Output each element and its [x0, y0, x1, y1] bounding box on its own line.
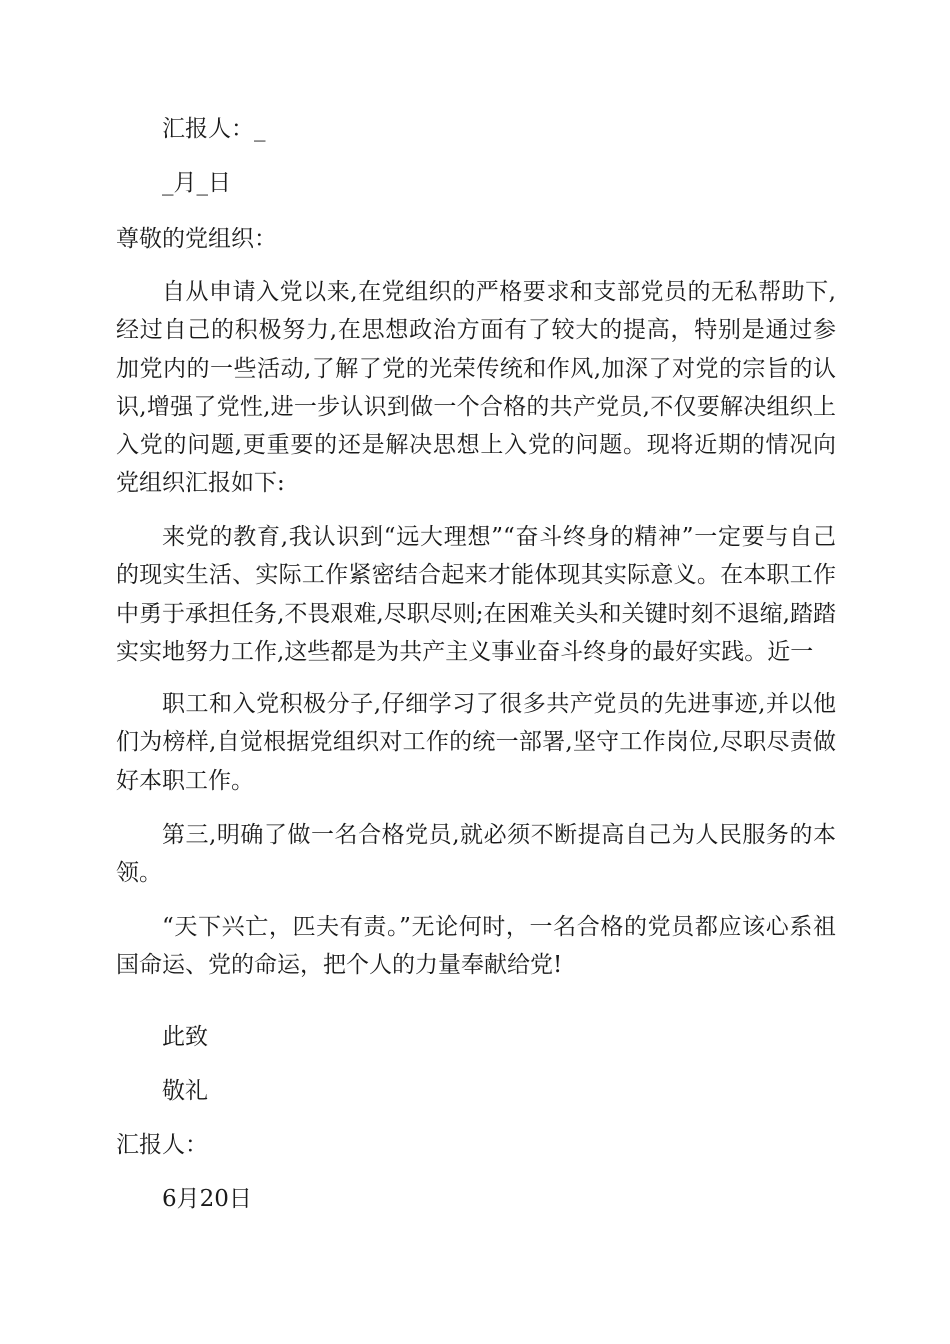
closing-regards-1: 此致: [162, 1024, 208, 1050]
header-reporter: 汇报人：_: [162, 116, 266, 142]
closing-date: 6月20日: [162, 1186, 252, 1212]
closing-regards-2: 敬礼: [162, 1078, 208, 1104]
header-date: _月_日: [162, 170, 231, 196]
closing-reporter: 汇报人：: [116, 1132, 208, 1158]
paragraph-1: 自从申请入党以来,在党组织的严格要求和支部党员的无私帮助下,经过自己的积极努力,在思想政治方面有了较大的提高，特别是通过参加党内的一些活动,了解了党的光荣传统和作风,加深了对党的宗旨的认识,增强了党性,进一步认识到做一个合格的共产党员,不仅要解决组织上入党的问题,更重要的还是解决思想上入党的问题。现将近期的情况向党组织汇报如下:: [116, 279, 836, 497]
paragraph-3: 职工和入党积极分子,仔细学习了很多共产党员的先进事迹,并以他们为榜样,自觉根据党组织对工作的统一部署,坚守工作岗位,尽职尽责做好本职工作。: [116, 691, 836, 794]
paragraph-4: 第三,明确了做一名合格党员,就必须不断提高自己为人民服务的本领。: [116, 822, 836, 887]
salutation: 尊敬的党组织：: [116, 226, 277, 252]
paragraph-5: “天下兴亡，匹夫有责。”无论何时，一名合格的党员都应该心系祖国命运、党的命运，把个人的力量奉献给党!: [116, 914, 836, 979]
paragraph-2: 来党的教育,我认识到“远大理想”“奋斗终身的精神”一定要与自己的现实生活、实际工作紧密结合起来才能体现其实际意义。在本职工作中勇于承担任务,不畏艰难,尽职尽则;在困难关头和关键时刻不退缩,踏踏实实地努力工作,这些都是为共产主义事业奋斗终身的最好实践。近一: [116, 524, 836, 665]
